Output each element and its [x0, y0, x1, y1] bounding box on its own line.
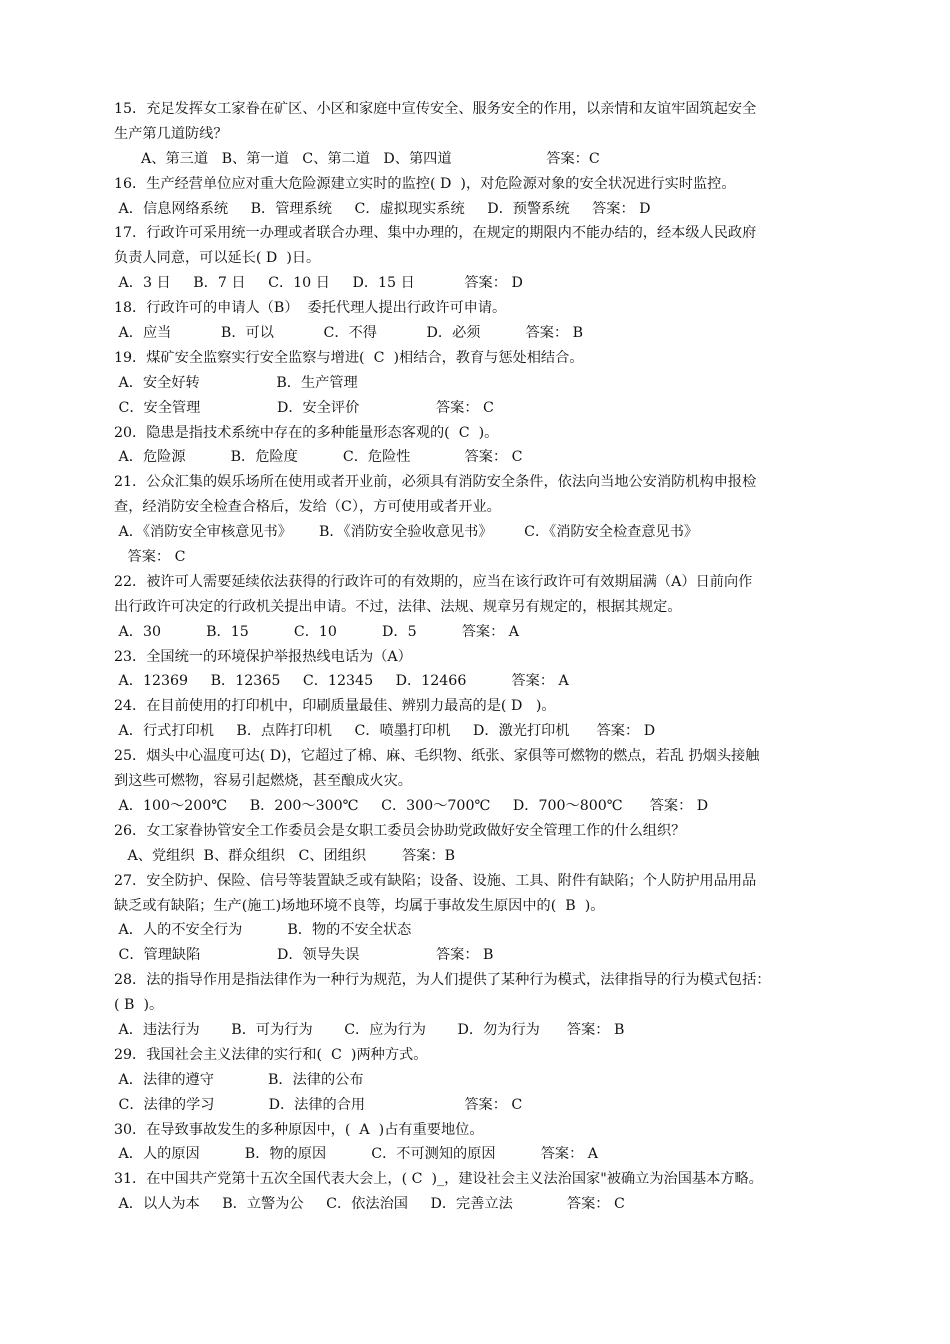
question-list — [114, 97, 844, 1217]
text-line: 26．女工家眷协管安全工作委员会是女职工委员会协助党政做好安全管理工作的什么组织？ — [114, 822, 686, 839]
text-line: A．《消防安全审核意见书》 B．《消防安全验收意见书》 C．《消防安全检查意见书》 — [114, 524, 699, 541]
text-line: C．法律的学习 D．法律的合用 答案： C — [114, 1096, 523, 1113]
text-line: 17．行政许可采用统一办理或者联合办理、集中办理的，在规定的期限内不能办结的，经本级人民政府 — [114, 225, 757, 242]
text-line: A、第三道 B、第一道 C、第二道 D、第四道 答案：C — [114, 150, 600, 167]
text-line: 28．法的指导作用是指法律作为一种行为规范，为人们提供了某种行为模式，法律指导的行为模式包括： — [114, 972, 771, 989]
text-line: 19．煤矿安全监察实行安全监察与增进( C )相结合，教育与惩处相结合。 — [114, 349, 584, 366]
text-line: 24．在目前使用的打印机中，印刷质量最佳、辨别力最高的是( D )。 — [114, 698, 556, 715]
text-line: 20．隐患是指技术系统中存在的多种能量形态客观的( C )。 — [114, 424, 499, 441]
text-line: A．法律的遵守 B．法律的公布 — [114, 1071, 364, 1088]
text-line: 15．充足发挥女工家眷在矿区、小区和家庭中宣传安全、服务安全的作用，以亲情和友谊牢固筑起安全 — [114, 101, 757, 117]
text-line: 负责人同意，可以延长( D )日。 — [114, 250, 321, 267]
text-line: A．安全好转 B．生产管理 — [114, 374, 358, 391]
text-line: 生产第几道防线？ — [114, 125, 228, 142]
text-line: A．违法行为 B．可为行为 C．应为行为 D．勿为行为 答案： B — [114, 1021, 625, 1038]
text-line: A．12369 B．12365 C．12345 D．12466 答案： A — [114, 673, 569, 690]
text-line: A．人的原因 B．物的原因 C．不可测知的原因 答案： A — [114, 1146, 599, 1163]
text-line: A．危险源 B．危险度 C．危险性 答案： C — [114, 449, 523, 466]
text-line: 到这些可燃物，容易引起燃烧，甚至酿成火灾。 — [114, 773, 412, 790]
text-line: 21．公众汇集的娱乐场所在使用或者开业前，必须具有消防安全条件，依法向当地公安消防机构申报检 — [114, 474, 757, 491]
text-line: A．3 日 B．7 日 C．10 日 D．15 日 答案： D — [114, 275, 523, 292]
text-line: A．以人为本 B．立警为公 C．依法治国 D．完善立法 答案： C — [114, 1196, 625, 1213]
text-line: 答案： C — [114, 549, 186, 566]
text-line: 30．在导致事故发生的多种原因中，( A )占有重要地位。 — [114, 1121, 484, 1138]
text-line: A．行式打印机 B．点阵打印机 C．喷墨打印机 D．激光打印机 答案： D — [114, 723, 656, 740]
text-line: 缺乏或有缺陷；生产(施工)场地环境不良等，均属于事故发生原因中的( B )。 — [114, 897, 605, 914]
text-line: 22．被许可人需要延续依法获得的行政许可的有效期的，应当在该行政许可有效期届满（A）日前向作 — [114, 573, 753, 590]
text-line: 27．安全防护、保险、信号等装置缺乏或有缺陷；设备、设施、工具、附件有缺陷；个人防护用品用品 — [114, 872, 757, 889]
text-line: A．信息网络系统 B．管理系统 C．虚拟现实系统 D．预警系统 答案： D — [114, 200, 651, 217]
text-line: 25．烟头中心温度可达( D)，它超过了棉、麻、毛织物、纸张、家俱等可燃物的燃点，若乱 扔烟头接触 — [114, 748, 760, 765]
text-line: 16．生产经营单位应对重大危险源建立实时的监控( D )，对危险源对象的安全状况进行实时监控。 — [114, 175, 736, 192]
text-line: 18．行政许可的申请人（B） 委托代理人提出行政许可申请。 — [114, 300, 507, 317]
text-line: A．30 B．15 C．10 D．5 答案： A — [114, 623, 520, 640]
text-line: A．100～200℃ B．200～300℃ C．300～700℃ D．700～800℃ 答案： D — [114, 797, 709, 814]
text-line: C．管理缺陷 D．领导失误 答案： B — [114, 947, 494, 964]
text-line: 查，经消防安全检查合格后，发给（C），方可使用或者开业。 — [114, 499, 501, 516]
text-line: A、党组织 B、群众组织 C、团组织 答案：B — [114, 847, 456, 864]
text-line: 23．全国统一的环境保护举报热线电话为（A） — [114, 648, 412, 665]
text-line: A．人的不安全行为 B．物的不安全状态 — [114, 922, 412, 939]
text-line: 31．在中国共产党第十五次全国代表大会上，( C )_，建设社会主义法治国家"被确立为治国基本方略。 — [114, 1171, 763, 1188]
text-line: C．安全管理 D．安全评价 答案： C — [114, 399, 494, 416]
text-line: ( B )。 — [114, 997, 164, 1014]
text-line: A．应当 B．可以 C．不得 D．必须 答案： B — [114, 325, 584, 342]
text-line: 出行政许可决定的行政机关提出申请。不过，法律、法规、规章另有规定的，根据其规定。 — [114, 598, 682, 615]
text-line: 29．我国社会主义法律的实行和( C )两种方式。 — [114, 1046, 428, 1063]
